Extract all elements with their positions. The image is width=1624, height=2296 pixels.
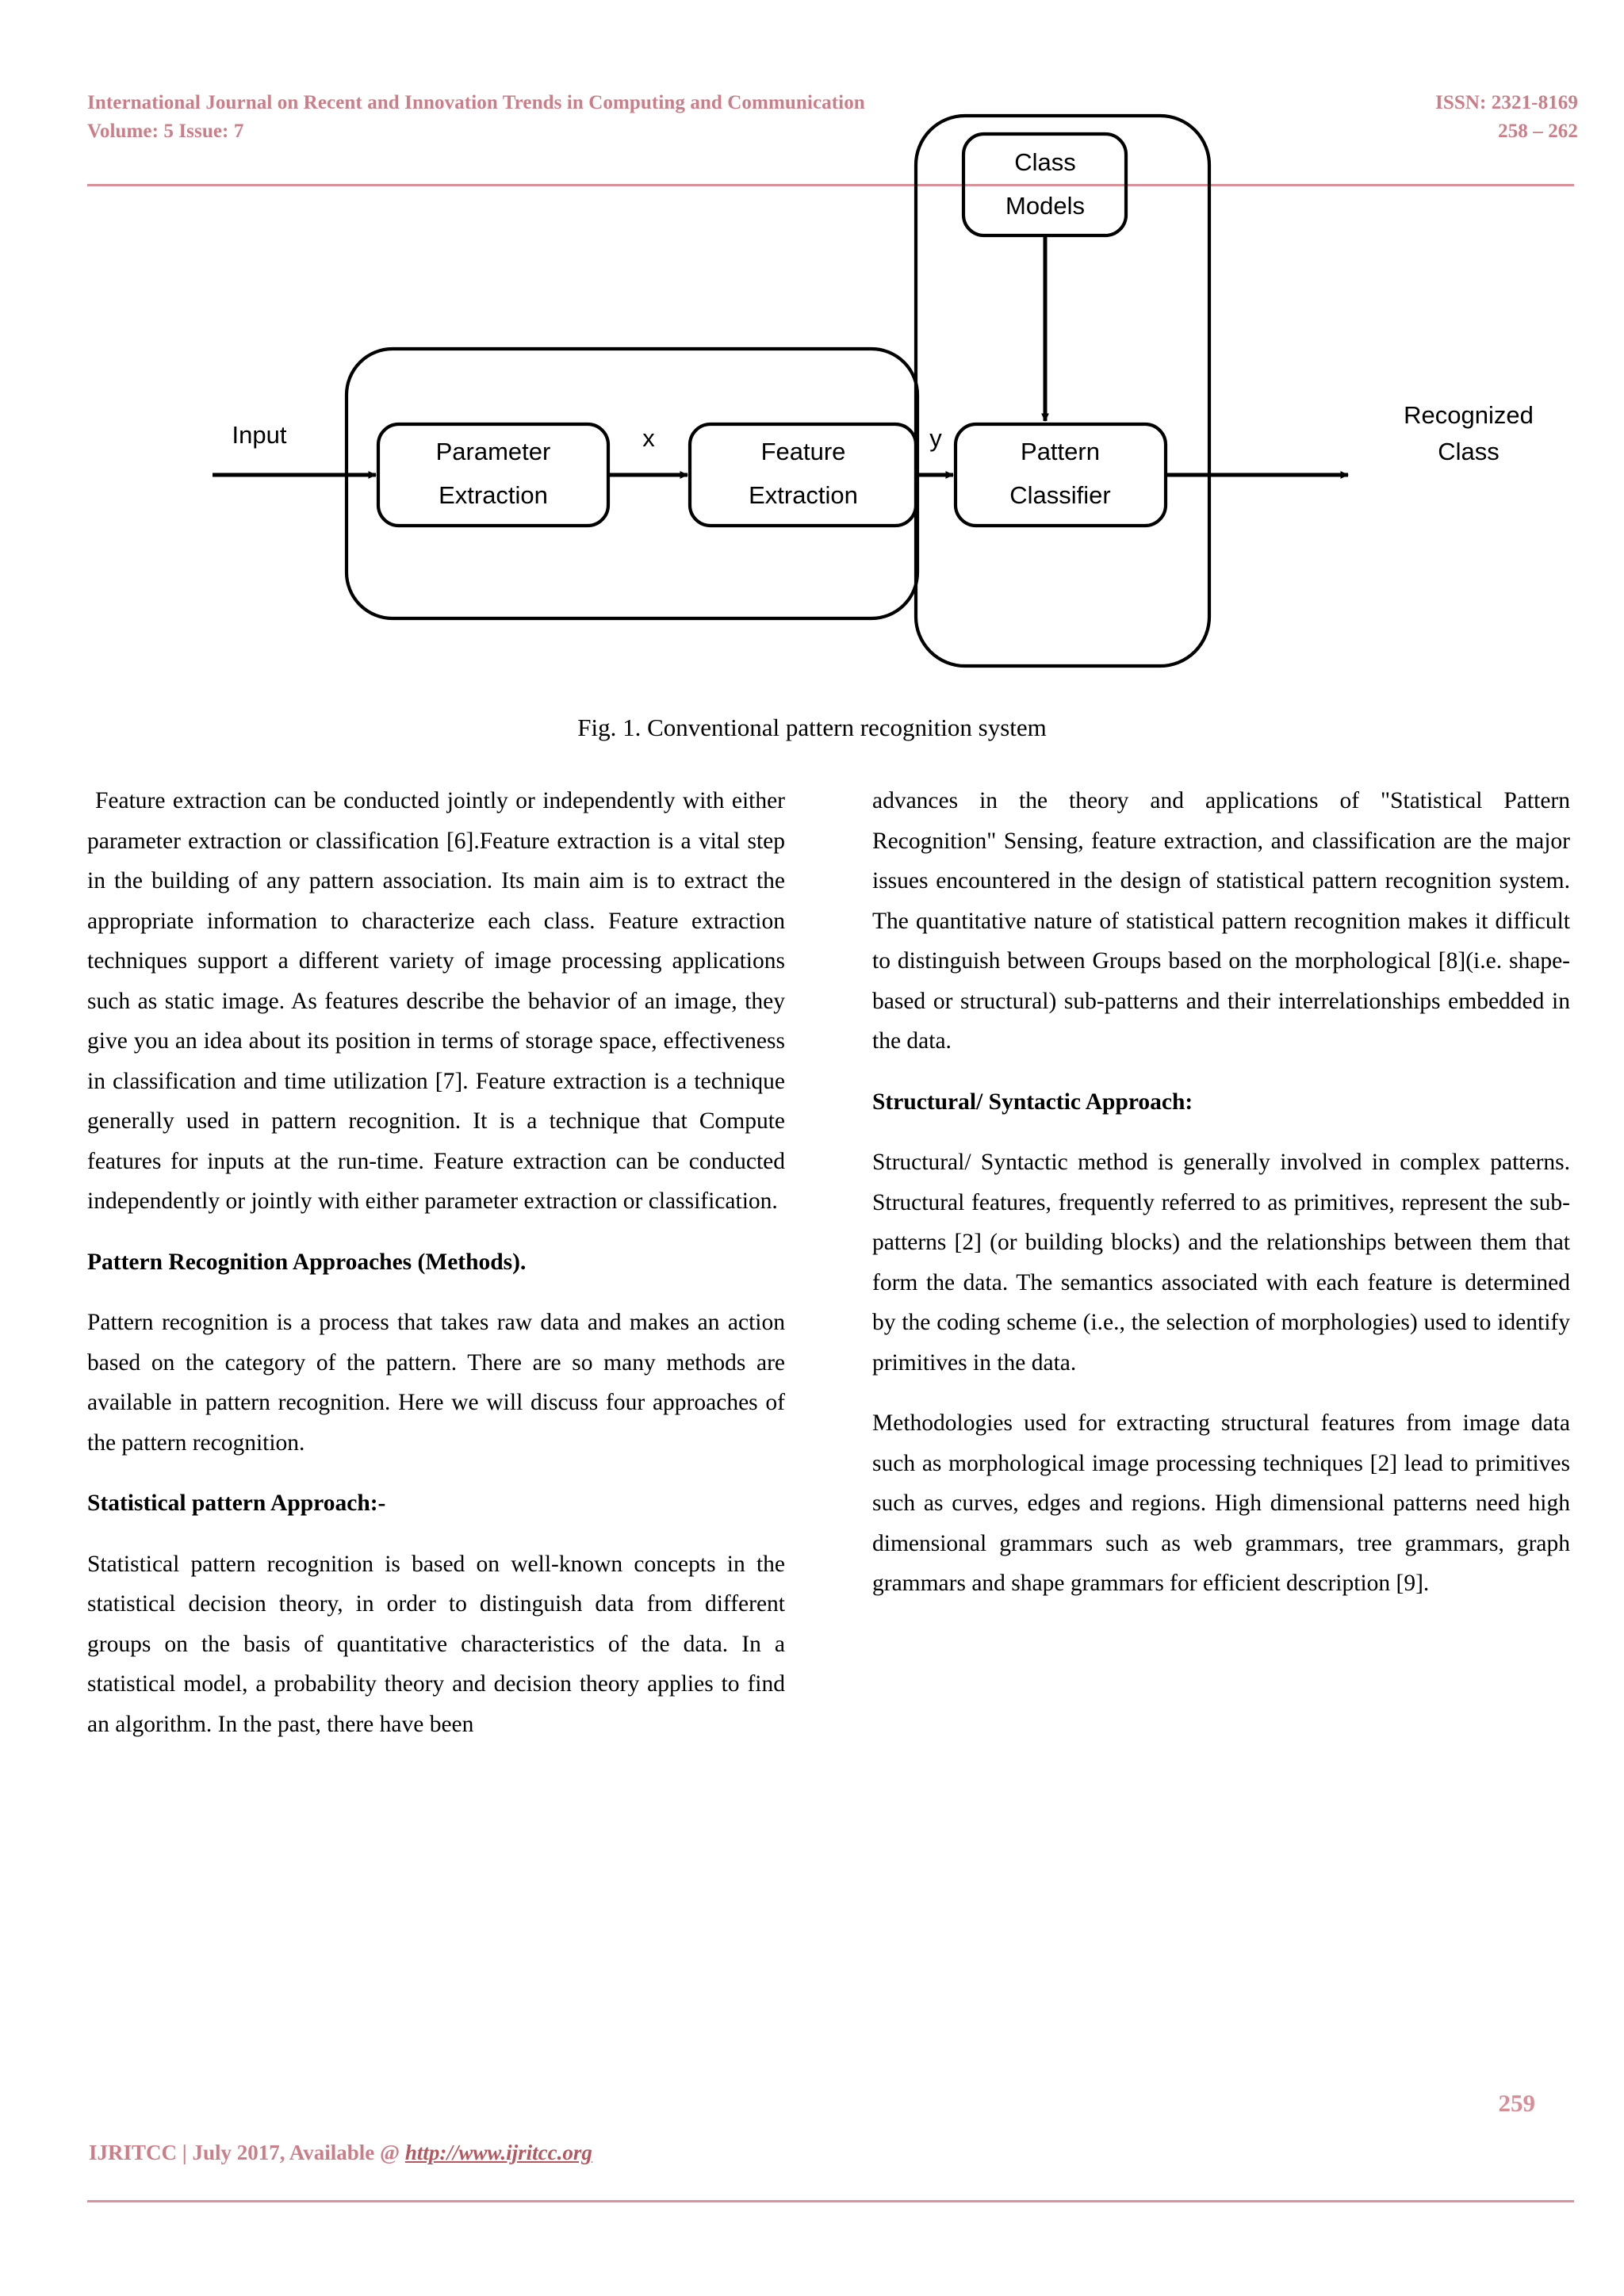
figure-caption: Fig. 1. Conventional pattern recognition system [577, 714, 1047, 741]
paragraph-pattern-recognition-process: Pattern recognition is a process that takes raw data and makes an action based on the category of the pattern. There are so many methods are available in pattern recognition. Here we will discuss four approaches of the pattern recognition. [87, 1310, 785, 1456]
label-feature-extraction-line1: Feature [760, 438, 846, 465]
heading-statistical-pattern-approach: Statistical pattern Approach:- [87, 1490, 386, 1516]
header-row-2 [87, 117, 1578, 146]
label-parameter-extraction-line1: Parameter [435, 438, 551, 465]
volume-issue-text: Volume: 5 Issue: 7 [87, 121, 244, 143]
left-column [87, 781, 785, 1765]
label-class-models-line1: Class [1014, 148, 1076, 176]
paragraph-structural-syntactic-method: Structural/ Syntactic method is generally involved in complex patterns. Structural features, frequently referred to as primitives, represent the sub-patterns [2] (or building blocks) and the relationships between them that form the data. The semantics associated with each feature is determined by the coding scheme (i.e., the selection of morphologies) used to identify primitives in the data. [872, 1150, 1570, 1376]
label-signal-x: x [642, 424, 655, 452]
label-parameter-extraction-line2: Extraction [439, 481, 548, 509]
paragraph-feature-extraction: Feature extraction can be conducted jointly or independently with either parameter extraction or classification [6].Feature extraction is a vital step in the building of any pattern association. Its main aim is to extract the appropriate information to characterize each class. Feature extraction techniques support a different variety of image processing applications such as static image. As features describe the behavior of an image, they give you an idea about its position in terms of storage space, effectiveness in classification and time utilization [7]. Feature extraction is a technique generally used in pattern recognition. It is a technique that Compute features for inputs at the run-time. Feature extraction can be conducted independently or jointly with either parameter extraction or classification. [87, 788, 785, 1214]
footer-url-link[interactable]: http://www.ijritcc.org [404, 2141, 592, 2164]
journal-title: International Journal on Recent and Innovation Trends in Computing and Communication [87, 92, 865, 113]
footer-imprint [89, 2141, 592, 2165]
issn-text: ISSN: 2321-8169 [1435, 92, 1578, 113]
heading-pattern-recognition-approaches: Pattern Recognition Approaches (Methods). [87, 1249, 527, 1275]
pattern-recognition-block-diagram [0, 148, 1624, 690]
label-feature-extraction-line2: Extraction [749, 481, 858, 509]
label-signal-y: y [929, 424, 942, 452]
body-columns [87, 781, 1574, 1765]
label-class-models-line2: Models [1005, 192, 1085, 220]
figure-1-diagram [0, 148, 1624, 690]
label-recognized-class-line1: Recognized [1404, 401, 1534, 429]
page-header [87, 89, 1578, 160]
label-pattern-classifier-line2: Classifier [1009, 481, 1111, 509]
paragraph-statistical-pattern-recognition: Statistical pattern recognition is based on well-known concepts in the statistical decision theory, in order to distinguish data from different groups on the basis of quantitative characteristics of the data. In a statistical model, a probability theory and decision theory applies to find an algorithm. In the past, there have been [87, 1551, 785, 1737]
page-range-text: 258 – 262 [1498, 121, 1578, 143]
heading-structural-syntactic-approach: Structural/ Syntactic Approach: [872, 1089, 1193, 1115]
page-number: 259 [1498, 2089, 1535, 2117]
label-pattern-classifier-line1: Pattern [1021, 438, 1100, 465]
right-column [872, 781, 1570, 1765]
footer-divider [87, 2200, 1574, 2202]
label-input: Input [232, 421, 287, 449]
paragraph-methodologies-structural-features: Methodologies used for extracting structural features from image data such as morphological image processing techniques [2] lead to primitives such as curves, edges and regions. High dimensional patterns need high dimensional grammars such as web grammars, tree grammars, graph grammars and shape grammars for efficient description [9]. [872, 1410, 1570, 1596]
label-recognized-class-line2: Class [1438, 438, 1500, 465]
header-divider [87, 184, 1574, 186]
paragraph-statistical-advances: advances in the theory and applications of "Statistical Pattern Recognition" Sensing, feature extraction, and classification are the major issues encountered in the design of statistical pattern recognition system. The quantitative nature of statistical pattern recognition makes it difficult to distinguish between Groups based on the morphological [8](i.e. shape-based or structural) sub-patterns and their interrelationships embedded in the data. [872, 788, 1570, 1054]
header-row-1 [87, 89, 1578, 117]
footer-imprint-text: IJRITCC | July 2017, Available @ [89, 2141, 405, 2164]
